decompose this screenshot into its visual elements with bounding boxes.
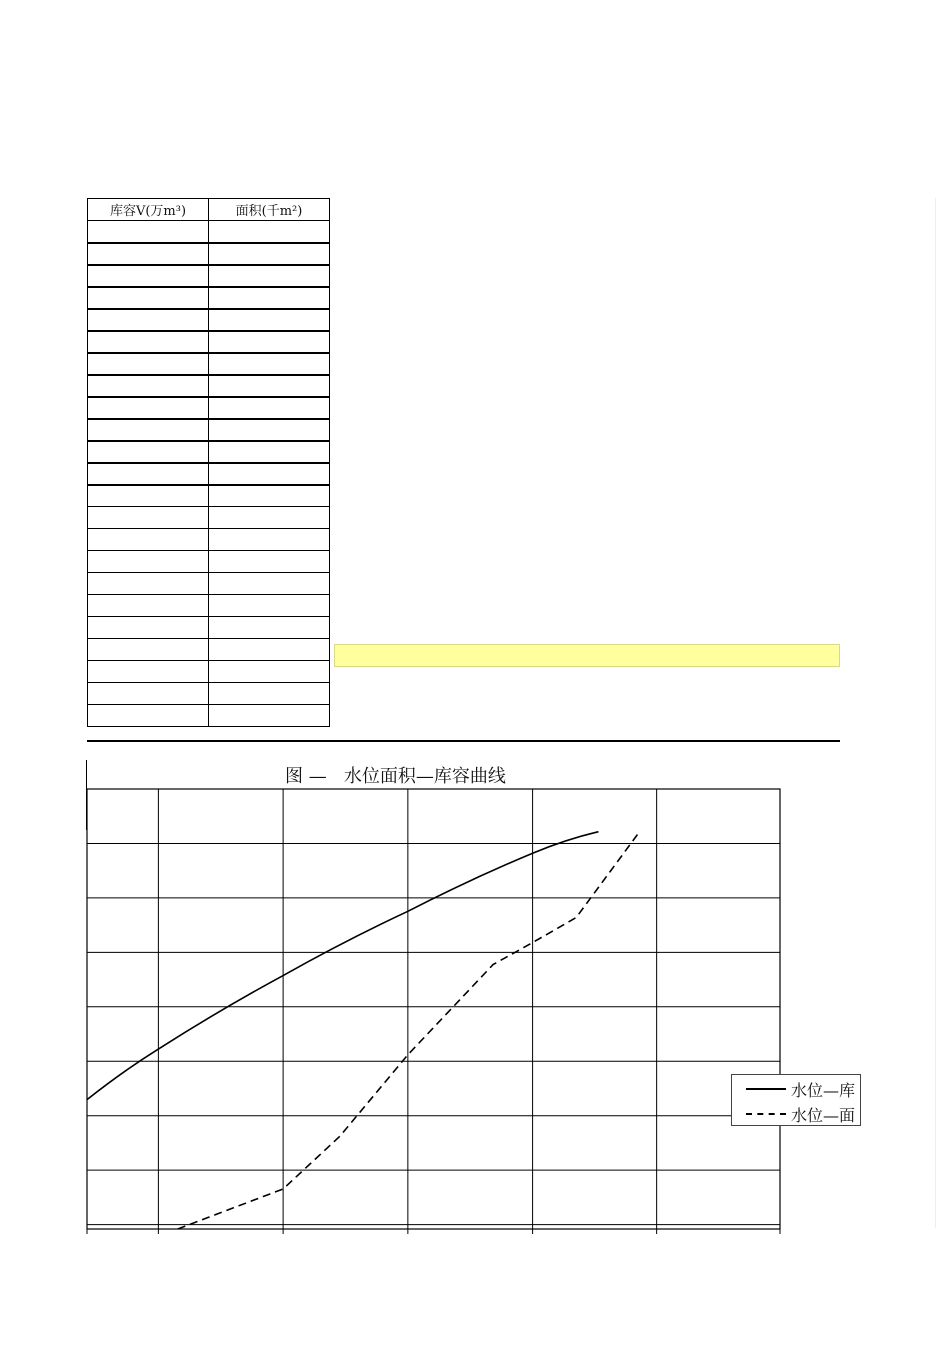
table-cell[interactable] — [88, 419, 209, 441]
table-row — [88, 463, 330, 485]
legend-item-2 — [732, 1102, 862, 1126]
table-cell[interactable] — [88, 331, 209, 353]
table-cell[interactable] — [209, 595, 330, 617]
highlighted-row — [334, 644, 840, 667]
table-cell[interactable] — [209, 375, 330, 397]
table-row — [88, 595, 330, 617]
table-row — [88, 287, 330, 309]
table-row — [88, 353, 330, 375]
table-row — [88, 639, 330, 661]
table-cell[interactable] — [209, 309, 330, 331]
table-row — [88, 573, 330, 595]
table-cell[interactable] — [209, 441, 330, 463]
table-cell[interactable] — [88, 485, 209, 507]
table-cell[interactable] — [209, 661, 330, 683]
table-row — [88, 375, 330, 397]
legend-label-1: 水位—库 — [791, 1081, 856, 1100]
table-cell[interactable] — [209, 485, 330, 507]
table-row — [88, 397, 330, 419]
table-cell[interactable] — [88, 243, 209, 265]
table-cell[interactable] — [88, 617, 209, 639]
table-cell[interactable] — [209, 551, 330, 573]
table-cell[interactable] — [209, 639, 330, 661]
table-row — [88, 507, 330, 529]
table-row — [88, 661, 330, 683]
table-cell[interactable] — [209, 353, 330, 375]
chart-area — [87, 740, 840, 1232]
table-cell[interactable] — [88, 683, 209, 705]
table-cell[interactable] — [209, 287, 330, 309]
table-row — [88, 309, 330, 331]
legend-dashed-line — [746, 1113, 786, 1115]
table-cell[interactable] — [88, 375, 209, 397]
table-cell[interactable] — [88, 309, 209, 331]
table-cell[interactable] — [88, 551, 209, 573]
table-row — [88, 441, 330, 463]
table-cell[interactable] — [88, 463, 209, 485]
table-cell[interactable] — [209, 617, 330, 639]
chart-legend — [731, 1074, 861, 1126]
table-row — [88, 485, 330, 507]
table-header-cell: 库容V(万m³) — [88, 199, 209, 221]
table-cell[interactable] — [209, 683, 330, 705]
table-cell[interactable] — [88, 265, 209, 287]
table-cell[interactable] — [88, 397, 209, 419]
table-row — [88, 529, 330, 551]
table-cell[interactable] — [88, 441, 209, 463]
table-cell[interactable] — [88, 705, 209, 727]
table-cell[interactable] — [88, 287, 209, 309]
table-cell[interactable] — [88, 661, 209, 683]
table-cell[interactable] — [88, 573, 209, 595]
table-body — [88, 199, 330, 727]
chart-left-tick — [86, 760, 87, 830]
table-cell[interactable] — [209, 463, 330, 485]
table-cell[interactable] — [209, 265, 330, 287]
legend-label-2: 水位—面 — [791, 1106, 856, 1125]
table-cell[interactable] — [209, 529, 330, 551]
page-edge-rule — [935, 198, 936, 1228]
table-cell[interactable] — [88, 595, 209, 617]
table-row — [88, 617, 330, 639]
table-cell[interactable] — [209, 573, 330, 595]
table-cell[interactable] — [209, 243, 330, 265]
legend-item-1 — [732, 1077, 862, 1101]
table-cell[interactable] — [209, 705, 330, 727]
table-header-row — [88, 199, 330, 221]
table-cell[interactable] — [88, 529, 209, 551]
table-cell[interactable] — [209, 221, 330, 243]
table-cell[interactable] — [88, 639, 209, 661]
legend-solid-line — [746, 1088, 786, 1090]
table-cell[interactable] — [209, 507, 330, 529]
table-row — [88, 331, 330, 353]
table-header-cell: 面积(千m²) — [209, 199, 330, 221]
table-cell[interactable] — [209, 331, 330, 353]
chart-title: 图 — 水位面积—库容曲线 — [285, 766, 506, 787]
table-row — [88, 221, 330, 243]
table-row — [88, 419, 330, 441]
table-row — [88, 265, 330, 287]
table-cell[interactable] — [209, 419, 330, 441]
table-cell[interactable] — [209, 397, 330, 419]
data-table — [87, 198, 330, 727]
table-cell[interactable] — [88, 507, 209, 529]
table-row — [88, 705, 330, 727]
table-row — [88, 551, 330, 573]
table-row — [88, 683, 330, 705]
table-cell[interactable] — [88, 353, 209, 375]
table-row — [88, 243, 330, 265]
table-cell[interactable] — [88, 221, 209, 243]
